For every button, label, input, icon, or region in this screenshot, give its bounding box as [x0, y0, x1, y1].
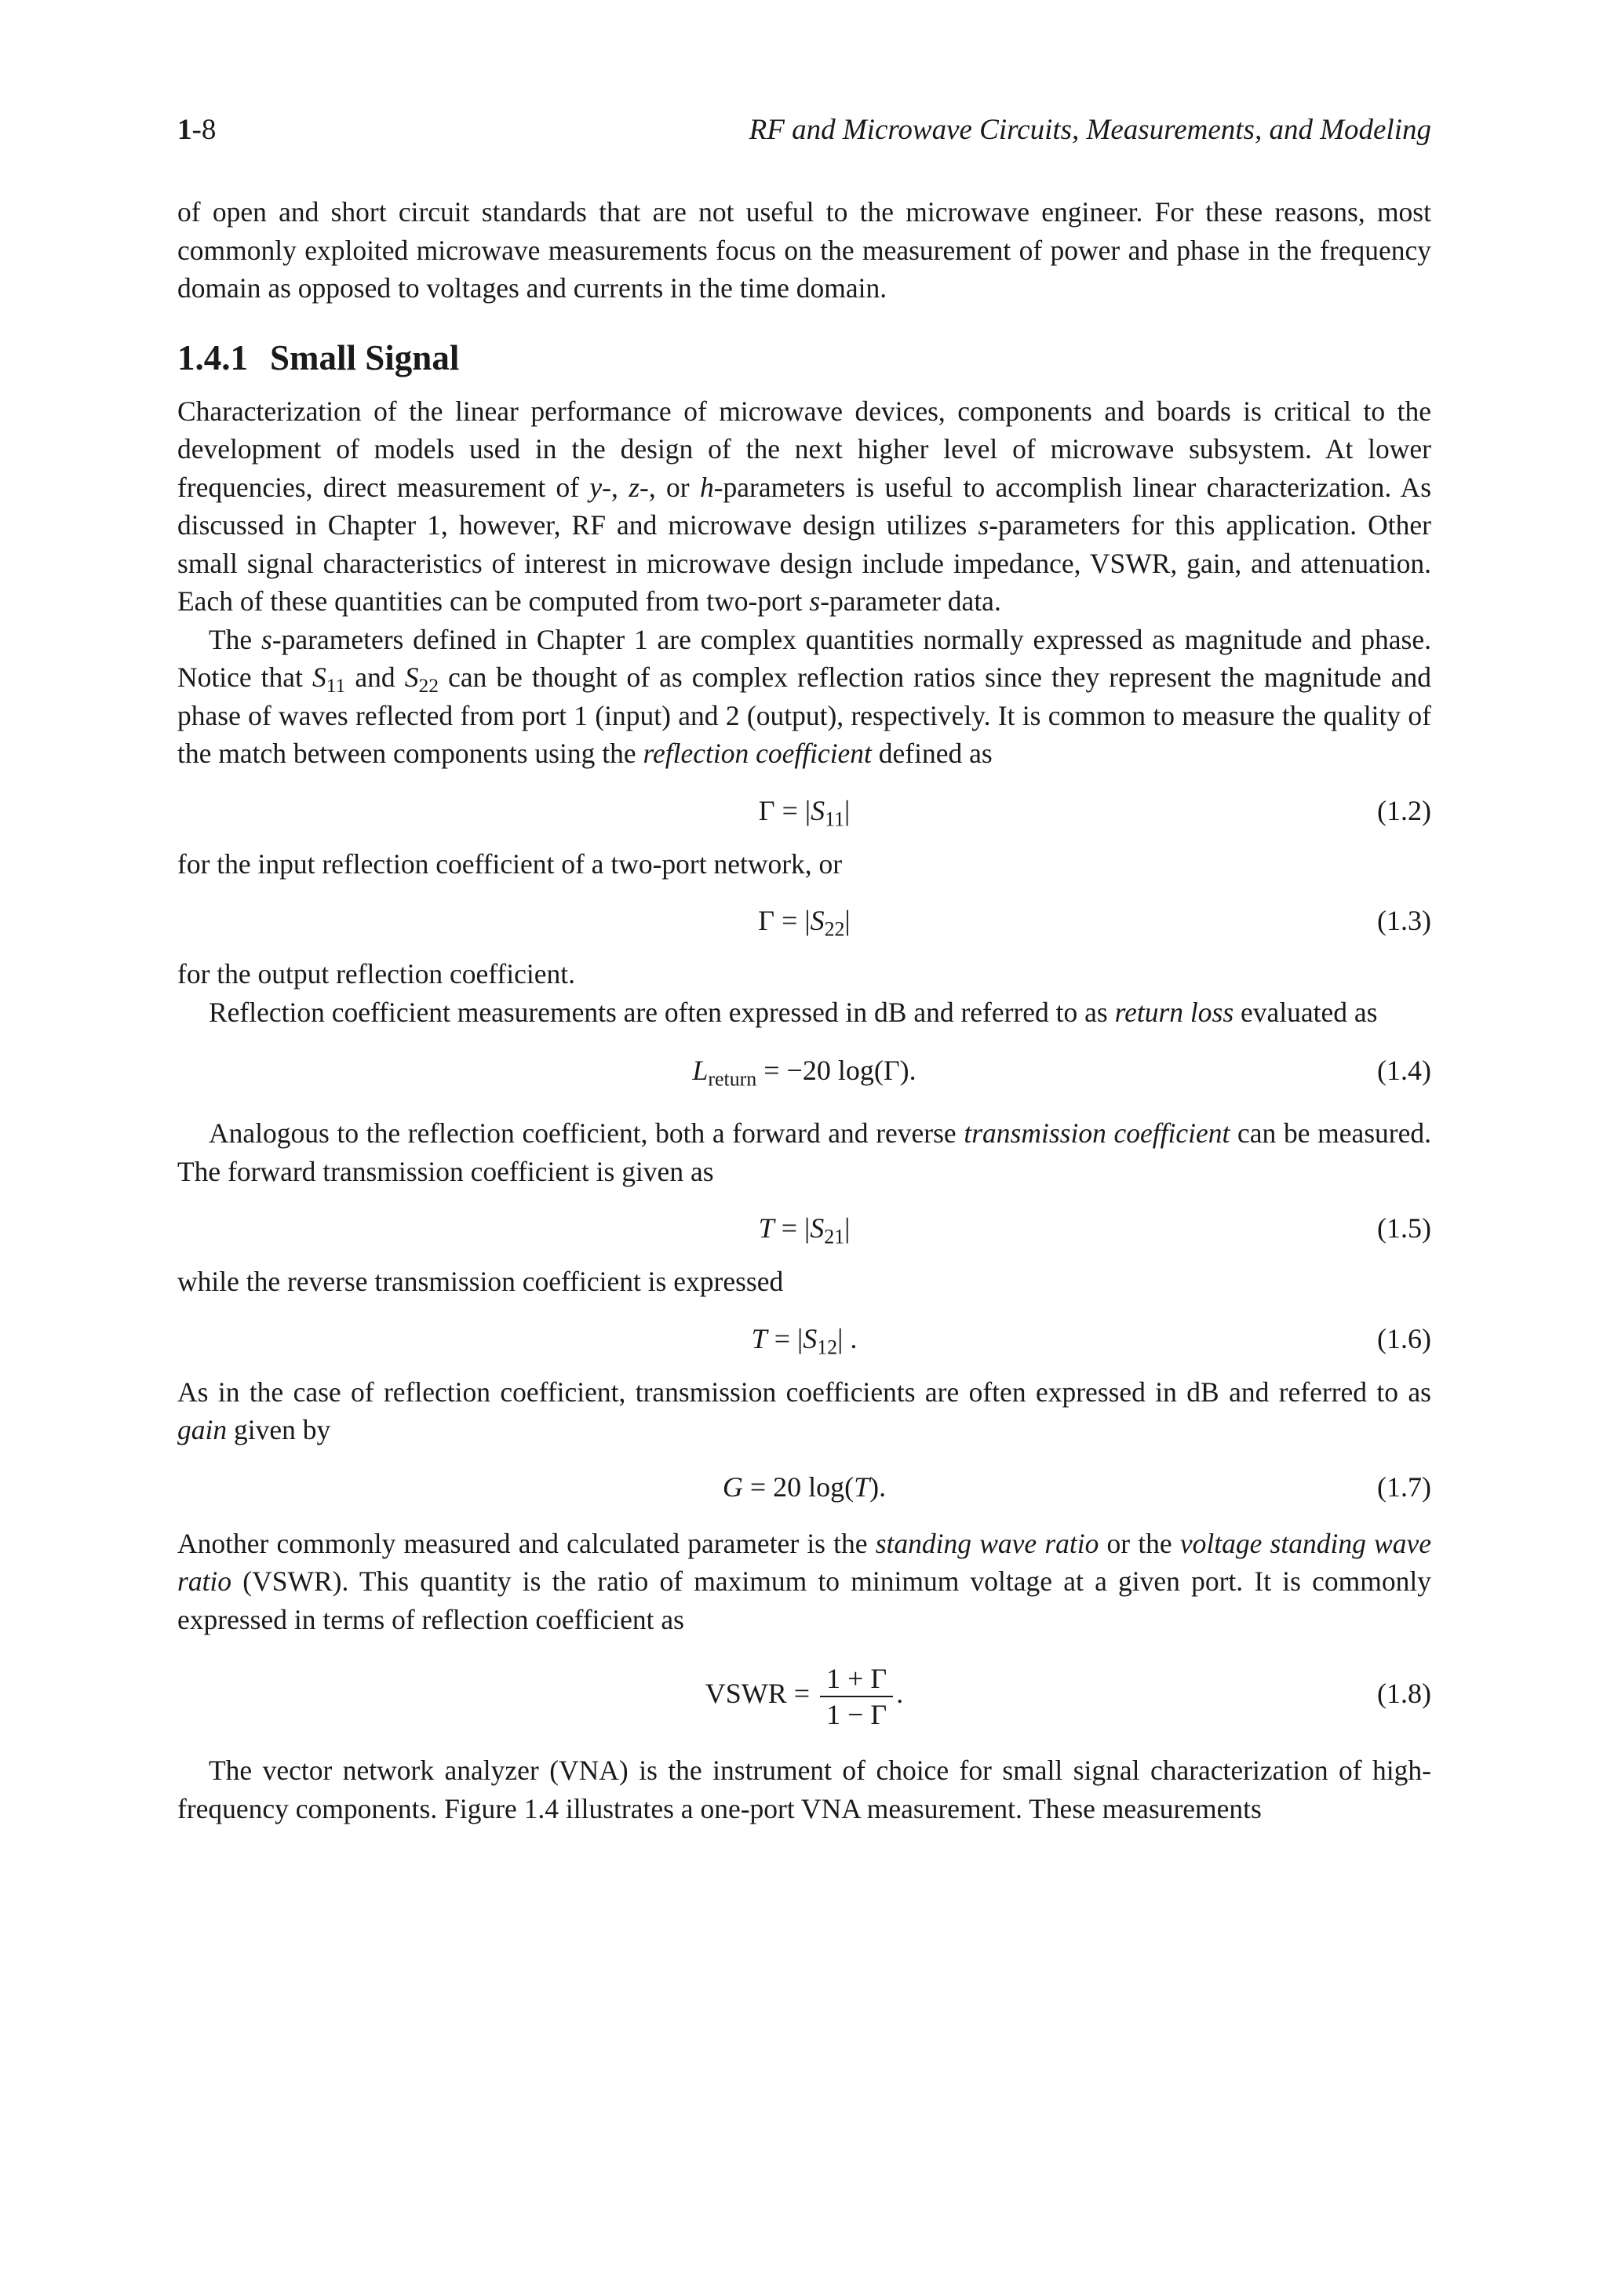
paragraph-vswr: Another commonly measured and calculated parameter is the standing wave ratio or the voltage standing wave ratio (VSWR). This quantity is the ratio of maximum to minimum voltage at a given port. It is commonly expressed in terms of reflection coefficient as — [177, 1527, 1431, 1635]
equation-1-6: $T = |S_{12}|$ . (1.6) — [177, 1315, 1431, 1362]
fraction: $\frac{1 + \Gamma}{1 - \Gamma}$ — [820, 1661, 893, 1732]
equation-number: (1.6) — [1377, 1322, 1431, 1354]
paragraph-gain: As in the case of reflection coefficient, transmission coefficients are often expressed in dB and referred to as gain given by — [177, 1376, 1431, 1445]
equation-number: (1.7) — [1377, 1471, 1431, 1503]
equation-number: (1.4) — [1377, 1055, 1431, 1086]
section-title: Small Signal — [270, 337, 460, 377]
paragraph-return-loss: Reflection coefficient measurements are often expressed in dB and referred to as return loss evaluated as — [209, 996, 1378, 1028]
section-heading — [177, 334, 1431, 381]
equation-1-2: $\Gamma = |S_{11}|$ (1.2) — [177, 787, 1431, 834]
page — [177, 110, 1431, 1828]
equation-number: (1.8) — [1377, 1678, 1431, 1709]
equation-number: (1.3) — [1377, 905, 1431, 936]
equation-1-3: $\Gamma = |S_{22}|$ (1.3) — [177, 897, 1431, 944]
paragraph-transmission: Analogous to the reflection coefficient, both a forward and reverse transmission coefficient can be measured. The forward transmission coefficient is given as — [177, 1117, 1431, 1187]
page-number: 1-8 — [177, 114, 217, 146]
paragraph-reverse-transmission: while the reverse transmission coefficient is expressed — [177, 1266, 784, 1297]
section-number: 1.4.1 — [177, 337, 248, 377]
paragraph-vna: The vector network analyzer (VNA) is the instrument of choice for small signal characterization of high-frequency components. Figure 1.4 illustrates a one-port VNA measurement. These measurements — [177, 1755, 1431, 1824]
paragraph-intro: of open and short circuit standards that are not useful to the microwave engineer. For these reasons, most commonly exploited microwave measurements focus on the measurement of power and phase in the frequency domain as opposed to voltages and currents in the time domain. — [177, 196, 1431, 304]
paragraph-characterization: Characterization of the linear performance of microwave devices, components and boards is critical to the development of models used in the design of the next higher level of microwave subsystem. At lower frequencies, direct measurement of y-, z-, or h-parameters is useful to accomplish linear characterization. As discussed in Chapter 1, however, RF and microwave design utilizes s-parameters for this application. Other small signal characteristics of interest in microwave design include impedance, VSWR, gain, and attenuation. Each of these quantities can be computed from two-port s-parameter data. — [177, 395, 1432, 617]
equation-1-7: G = 20 log(T). (1.7) — [177, 1463, 1431, 1511]
running-title: RF and Microwave Circuits, Measurements, and Modeling — [749, 114, 1431, 146]
equation-1-5: $T = |S_{21}|$ (1.5) — [177, 1204, 1431, 1252]
equation-number: (1.2) — [1377, 794, 1431, 826]
running-head — [177, 110, 1431, 151]
paragraph-s-parameters: The s-parameters defined in Chapter 1 are complex quantities normally expressed as magnitude and phase. Notice that $S_{11}$ and $S_{22}$ can be thought of as complex reflection ratios since they represent the magnitude and phase of waves reflected from port 1 (input) and 2 (output), respectively. It is common to measure the quality of the match between components using the reflection coefficient defined as — [177, 623, 1432, 769]
equation-1-8: VSWR = $\frac{1 + \Gamma}{1 - \Gamma}$ . (1.8) — [177, 1654, 1431, 1733]
equation-number: (1.5) — [1377, 1212, 1431, 1244]
equation-1-4: $L_{return} = -20$ log(Γ). (1.4) — [177, 1047, 1431, 1094]
paragraph-input-reflection: for the input reflection coefficient of a two-port network, or — [177, 847, 843, 880]
paragraph-output-reflection: for the output reflection coefficient. — [177, 958, 575, 989]
